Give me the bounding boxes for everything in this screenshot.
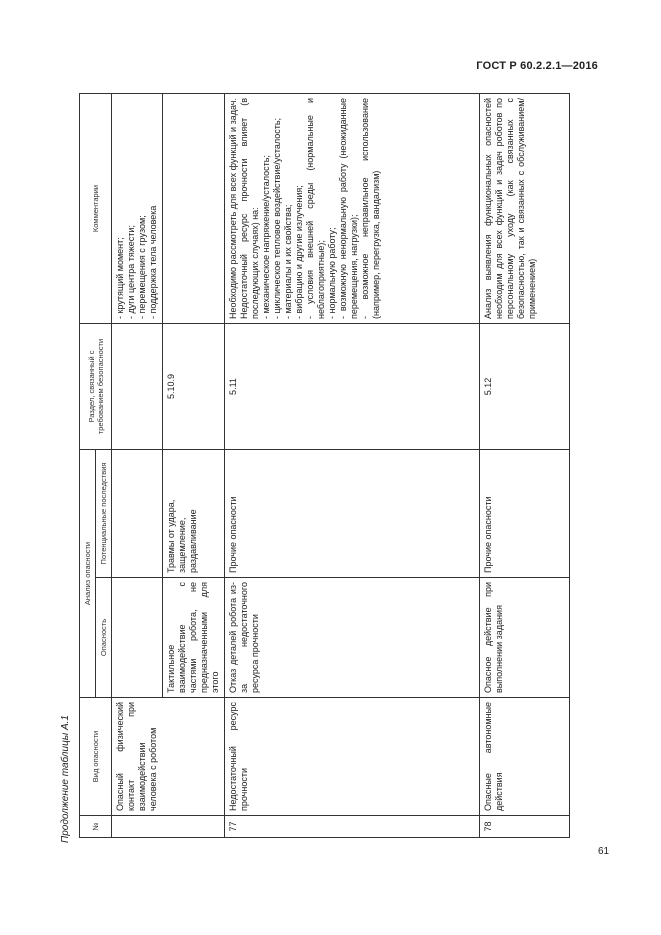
cell-section bbox=[112, 324, 163, 450]
cell-consequences: Прочие опасности bbox=[225, 450, 480, 578]
cell-hazard: Отказ деталей робота из-за недостаточного ресурса прочности bbox=[225, 578, 480, 698]
standard-code: ГОСТ Р 60.2.2.1—2016 bbox=[476, 60, 598, 72]
cell-comments: Необходимо рассмотреть для всех функций и задач. Недостаточный ресурс прочности влияет (в последующих случаях) на: - механическое напряжение/усталость; - циклическое тепловое воздействие/усталость; - материалы и их свойства; - вибрацию и другие излучения; - условия внешней среды (нормальные и неблагоприятные); - нормальную работу; - возможную ненормальную работу (неожиданные перемещения, нагрузки); - возможное неправильное использование (например, перегрузка, вандализм) bbox=[225, 94, 480, 324]
table-row bbox=[480, 94, 570, 838]
cell-section: 5.11 bbox=[225, 324, 480, 450]
cell-comments bbox=[163, 94, 225, 324]
hazard-table bbox=[79, 93, 570, 838]
cell-num bbox=[112, 816, 225, 838]
header-hazard: Опасность bbox=[96, 578, 112, 698]
cell-section: 5.12 bbox=[480, 324, 570, 450]
header-row bbox=[80, 94, 96, 838]
cell-hazard bbox=[112, 578, 163, 698]
cell-comments: - крутящий момент; - дуги центра тяжести; - перемещения с грузом; - поддержка тела человека bbox=[112, 94, 163, 324]
header-comments: Комментарии bbox=[80, 94, 112, 324]
cell-num: 78 bbox=[480, 816, 570, 838]
cell-consequences bbox=[112, 450, 163, 578]
cell-hazard: Опасное действие при выполнении задания bbox=[480, 578, 570, 698]
header-analysis: Анализ опасности bbox=[80, 450, 96, 698]
cell-consequences: Прочие опасности bbox=[480, 450, 570, 578]
table-container bbox=[79, 94, 573, 838]
page-number: 61 bbox=[598, 846, 610, 857]
table-caption: Продолжение таблицы А.1 bbox=[60, 715, 71, 843]
cell-kind: Недостаточный ресурс прочности bbox=[225, 698, 480, 816]
header-num: № bbox=[80, 816, 112, 838]
cell-kind: Опасный физический контакт при взаимодействии человека с роботом bbox=[112, 698, 225, 816]
cell-kind: Опасные автономные действия bbox=[480, 698, 570, 816]
cell-consequences: Травмы от удара, защемление, раздавливание bbox=[163, 450, 225, 578]
header-kind: Вид опасности bbox=[80, 698, 112, 816]
table-row bbox=[112, 94, 163, 838]
header-section: Раздел, связанный с требованием безопасности bbox=[80, 324, 112, 450]
cell-section: 5.10.9 bbox=[163, 324, 225, 450]
table-row bbox=[225, 94, 480, 838]
cell-hazard: Тактильное взаимодействие с частями робота, не предназначенными для этого bbox=[163, 578, 225, 698]
cell-comments: Анализ выявления функциональных опасностей необходим для всех функций и задач роботов по персональному уходу (как связанных с безопасностью, так и связанных с обслуживанием/применением) bbox=[480, 94, 570, 324]
header-consequences: Потенциальные последствия bbox=[96, 450, 112, 578]
cell-num: 77 bbox=[225, 816, 480, 838]
